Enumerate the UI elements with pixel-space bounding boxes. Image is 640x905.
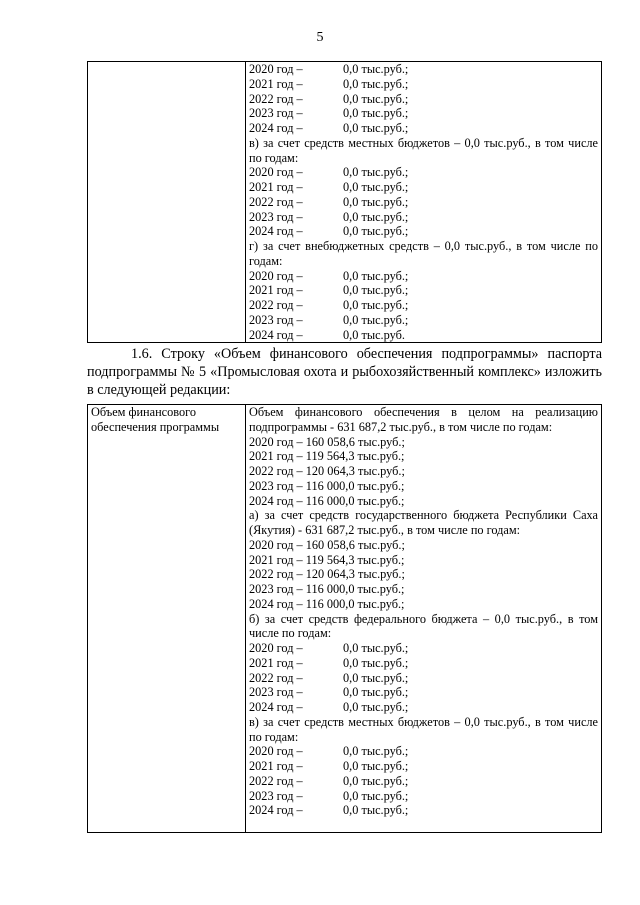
paragraph-number: 1.6. <box>131 346 153 362</box>
year-line: 2022 год – 0,0 тыс.руб.; <box>249 773 409 788</box>
extrabudgetary-heading: г) за счет внебюджетных средств – 0,0 тыс.руб., в том числе по годам: <box>249 239 598 268</box>
year-line: 2024 год – 116 000,0 тыс.руб.; <box>249 493 405 508</box>
year-lines-a <box>249 62 598 136</box>
federal-budget-heading: б) за счет средств федерального бюджета – 0,0 тыс.руб., в том числе по годам: <box>249 611 598 641</box>
year-line: 2022 год – 0,0 тыс.руб.; <box>249 298 409 312</box>
year-line: 2023 год – 0,0 тыс.руб.; <box>249 312 409 327</box>
cell-bottom-space <box>249 818 598 832</box>
state-budget-heading: а) за счет средств государственного бюджета Республики Саха (Якутия) - 631 687,2 тыс.руб., в том числе по годам: <box>249 508 598 537</box>
table-left-cell <box>88 405 246 833</box>
year-line: 2024 год – 0,0 тыс.руб. <box>249 327 405 342</box>
year-line: 2024 год – 0,0 тыс.руб.; <box>249 121 409 135</box>
year-line: 2020 год – 160 058,6 тыс.руб.; <box>249 537 405 552</box>
financing-table-continued <box>87 61 602 343</box>
table-right-cell <box>246 62 602 343</box>
local-budget-heading: в) за счет средств местных бюджетов – 0,0 тыс.руб., в том числе по годам: <box>249 135 598 165</box>
paragraph-1-6 <box>87 345 602 399</box>
local-budget-heading: в) за счет средств местных бюджетов – 0,0 тыс.руб., в том числе по годам: <box>249 714 598 744</box>
year-line: 2024 год – 0,0 тыс.руб.; <box>249 803 409 818</box>
year-line: 2020 год – 0,0 тыс.руб.; <box>249 268 409 283</box>
financing-table-new <box>87 404 602 833</box>
year-lines-g <box>249 269 598 343</box>
year-line: 2023 год – 116 000,0 тыс.руб.; <box>249 582 405 596</box>
table-left-cell-empty <box>88 62 246 343</box>
year-line: 2021 год – 119 564,3 тыс.руб.; <box>249 449 405 464</box>
year-line: 2020 год – 0,0 тыс.руб.; <box>249 641 409 655</box>
year-line: 2022 год – 0,0 тыс.руб.; <box>249 670 409 685</box>
year-line: 2020 год – 0,0 тыс.руб.; <box>249 62 409 76</box>
year-line: 2022 год – 0,0 тыс.руб.; <box>249 194 409 209</box>
total-heading: Объем финансового обеспечения в целом на реализацию подпрограммы - 631 687,2 тыс.руб., в том числе по годам: <box>249 405 598 434</box>
year-line: 2021 год – 0,0 тыс.руб.; <box>249 759 409 773</box>
year-line: 2023 год – 0,0 тыс.руб.; <box>249 106 409 121</box>
year-line: 2024 год – 116 000,0 тыс.руб.; <box>249 596 405 611</box>
year-line: 2021 год – 0,0 тыс.руб.; <box>249 180 409 194</box>
year-line: 2020 год – 0,0 тыс.руб.; <box>249 744 409 759</box>
financing-volume-label: Объем финансового обеспечения программы <box>91 405 220 434</box>
year-line: 2023 год – 0,0 тыс.руб.; <box>249 788 409 803</box>
year-line: 2023 год – 0,0 тыс.руб.; <box>249 685 409 700</box>
year-line: 2023 год – 0,0 тыс.руб.; <box>249 209 409 224</box>
year-line: 2022 год – 120 064,3 тыс.руб.; <box>249 567 405 582</box>
year-line: 2020 год – 0,0 тыс.руб.; <box>249 165 409 180</box>
year-line: 2022 год – 0,0 тыс.руб.; <box>249 91 409 106</box>
year-line: 2021 год – 0,0 тыс.руб.; <box>249 283 409 298</box>
page-number: 5 <box>316 30 324 45</box>
year-line: 2024 год – 0,0 тыс.руб.; <box>249 224 409 239</box>
year-lines-v <box>249 165 598 239</box>
year-line: 2020 год – 160 058,6 тыс.руб.; <box>249 434 405 449</box>
year-line: 2021 год – 0,0 тыс.руб.; <box>249 76 409 91</box>
year-line: 2021 год – 119 564,3 тыс.руб.; <box>249 552 405 567</box>
table-right-cell <box>246 405 602 833</box>
year-line: 2023 год – 116 000,0 тыс.руб.; <box>249 478 405 493</box>
year-line: 2024 год – 0,0 тыс.руб.; <box>249 700 409 714</box>
year-line: 2022 год – 120 064,3 тыс.руб.; <box>249 464 405 478</box>
year-line: 2021 год – 0,0 тыс.руб.; <box>249 655 409 670</box>
paragraph-text: Строку «Объем финансового обеспечения подпрограммы» паспорта подпрограммы № 5 «Промысловая охота и рыбохозяйственный комплекс» изложить в следующей редакции: <box>87 346 602 398</box>
